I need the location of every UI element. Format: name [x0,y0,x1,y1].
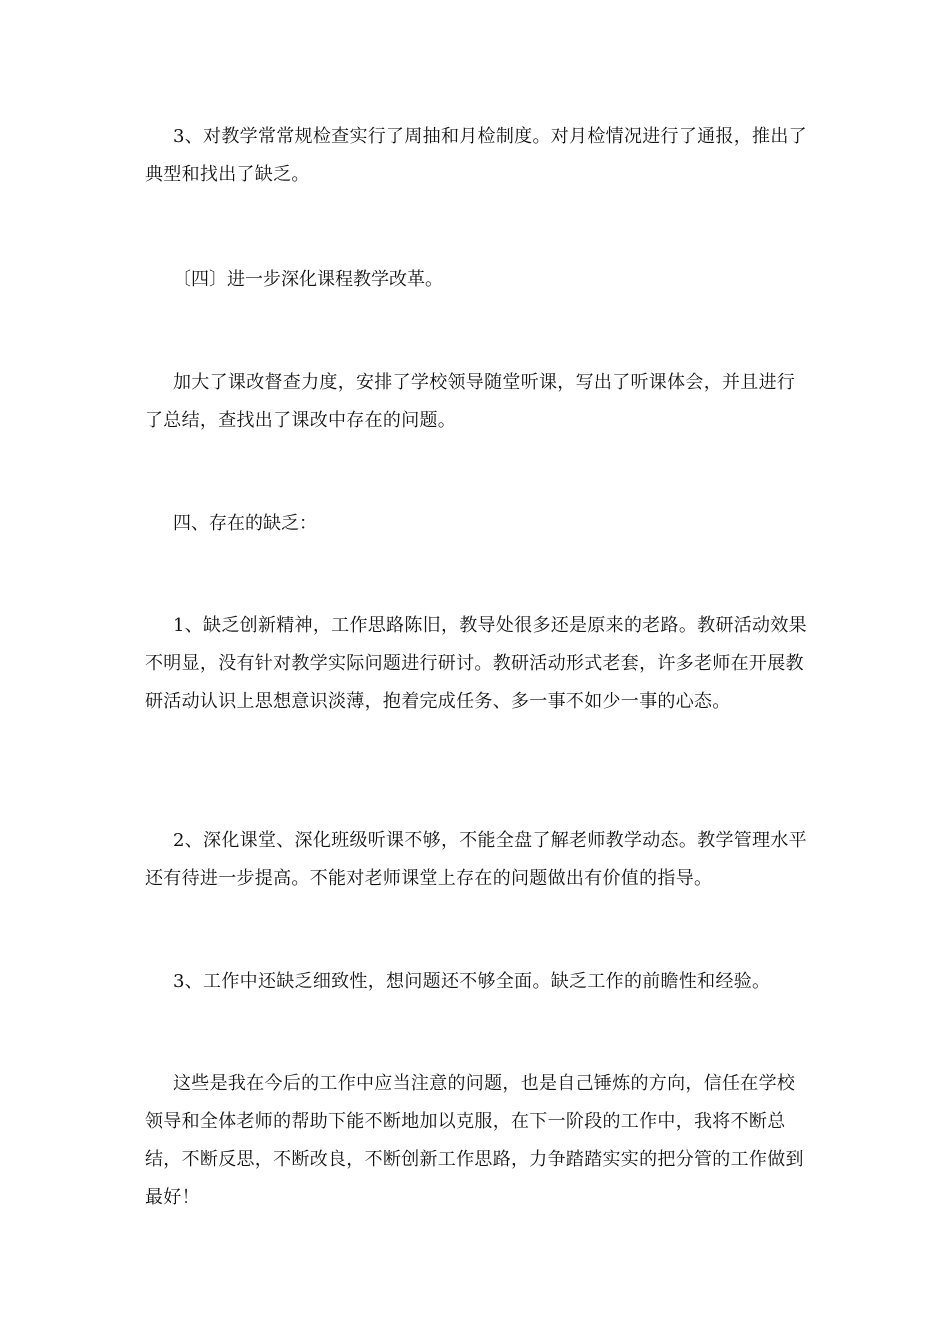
section-heading-shortcomings: 四、存在的缺乏： [173,513,317,534]
paragraph-routine-inspection: 3、对教学常常规检查实行了周抽和月检制度。对月检情况进行了通报，推出了典型和找出了缺乏。 [145,126,807,185]
paragraph-reform-supervision: 加大了课改督查力度，安排了学校领导随堂听课，写出了听课体会，并且进行了总结，查找出了课改中存在的问题。 [145,372,796,431]
paragraph-shortcoming-1: 1、缺乏创新精神，工作思路陈旧，教导处很多还是原来的老路。教研活动效果不明显，没有针对教学实际问题进行研讨。教研活动形式老套，许多老师在开展教研活动认识上思想意识淡薄，抱着完成任务、多一事不如少一事的心态。 [145,615,807,712]
section-heading-curriculum-reform: 〔四〕进一步深化课程教学改革。 [173,269,443,290]
paragraph-conclusion: 这些是我在今后的工作中应当注意的问题，也是自己锤炼的方向，信任在学校领导和全体老师的帮助下能不断地加以克服，在下一阶段的工作中，我将不断总结，不断反思，不断改良，不断创新工作思路，力争踏踏实实的把分管的工作做到最好！ [145,1073,804,1208]
paragraph-shortcoming-3: 3、工作中还缺乏细致性，想问题还不够全面。缺乏工作的前瞻性和经验。 [173,971,771,992]
paragraph-shortcoming-2: 2、深化课堂、深化班级听课不够，不能全盘了解老师教学动态。教学管理水平还有待进一步提高。不能对老师课堂上存在的问题做出有价值的指导。 [145,830,807,889]
